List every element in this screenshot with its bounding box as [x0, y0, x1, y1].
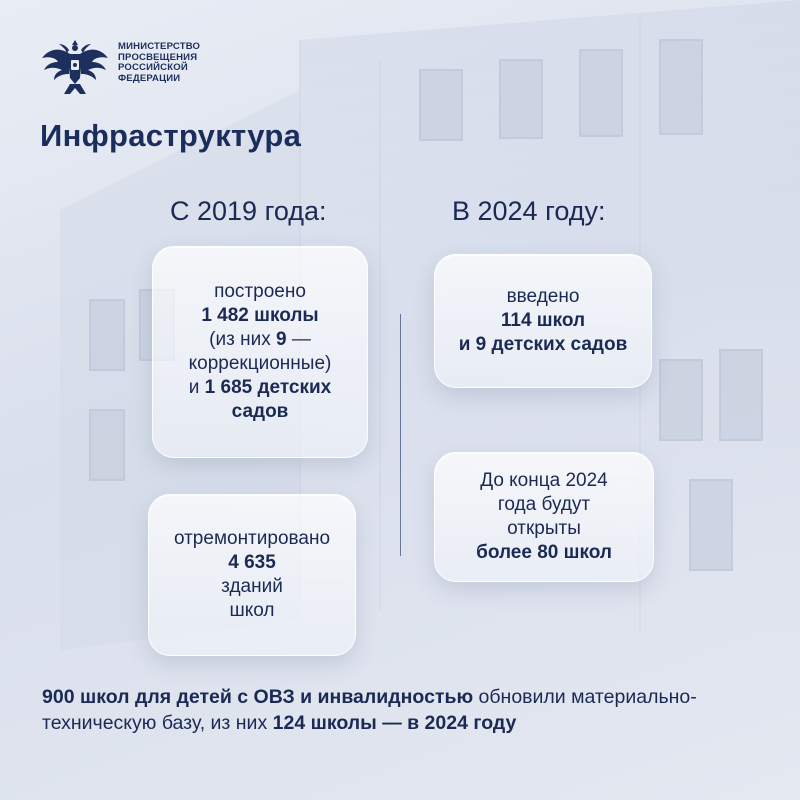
end-2024-card	[434, 452, 654, 582]
opened-schools: 114 школ	[500, 310, 586, 331]
renovated-line4: школ	[229, 600, 275, 621]
end-2024-line1: До конца 2024	[480, 470, 608, 491]
built-card	[152, 246, 368, 458]
renovated-label: отремонтировано	[173, 528, 331, 549]
ministry-line: ФЕДЕРАЦИИ	[118, 72, 181, 84]
bottom-statement	[42, 684, 762, 736]
opened-label: введено	[506, 286, 580, 307]
ministry-emblem-icon	[40, 36, 110, 98]
bottom-bold-1: 900 школ для детей с ОВЗ и инвалидностью	[42, 686, 474, 708]
ministry-name	[118, 42, 200, 84]
renovated-line3: зданий	[221, 576, 283, 597]
opened-2024-card	[434, 254, 652, 388]
end-2024-line2: года будут	[497, 494, 591, 515]
renovated-count: 4 635	[228, 552, 276, 573]
end-2024-schools: более 80 школ	[476, 542, 612, 563]
built-special-line: (из них 9 —	[209, 329, 311, 350]
ministry-line: МИНИСТЕРСТВО	[118, 41, 201, 52]
built-schools-count: 1 482 школы	[201, 305, 319, 326]
left-column-heading: С 2019 года:	[170, 196, 327, 226]
right-column-heading: В 2024 году:	[452, 196, 606, 226]
bottom-text-1: обновили материально-техническую базу, из них	[42, 686, 697, 734]
built-special-label: коррекционные)	[188, 353, 332, 374]
opened-kindergartens: и 9 детских садов	[458, 334, 628, 355]
ministry-line: РОССИЙСКОЙ	[118, 62, 188, 74]
end-2024-line3: открыты	[507, 518, 581, 539]
renovated-card	[148, 494, 356, 656]
built-kindergartens-line: и 1 685 детских	[188, 377, 332, 398]
bottom-bold-2: 124 школы — в 2024 году	[272, 712, 517, 734]
built-kindergartens-label: садов	[231, 401, 289, 422]
ministry-line: ПРОСВЕЩЕНИЯ	[118, 51, 198, 63]
page-title: Инфраструктура	[40, 118, 302, 153]
column-divider	[400, 314, 401, 556]
built-label: построено	[214, 281, 306, 302]
